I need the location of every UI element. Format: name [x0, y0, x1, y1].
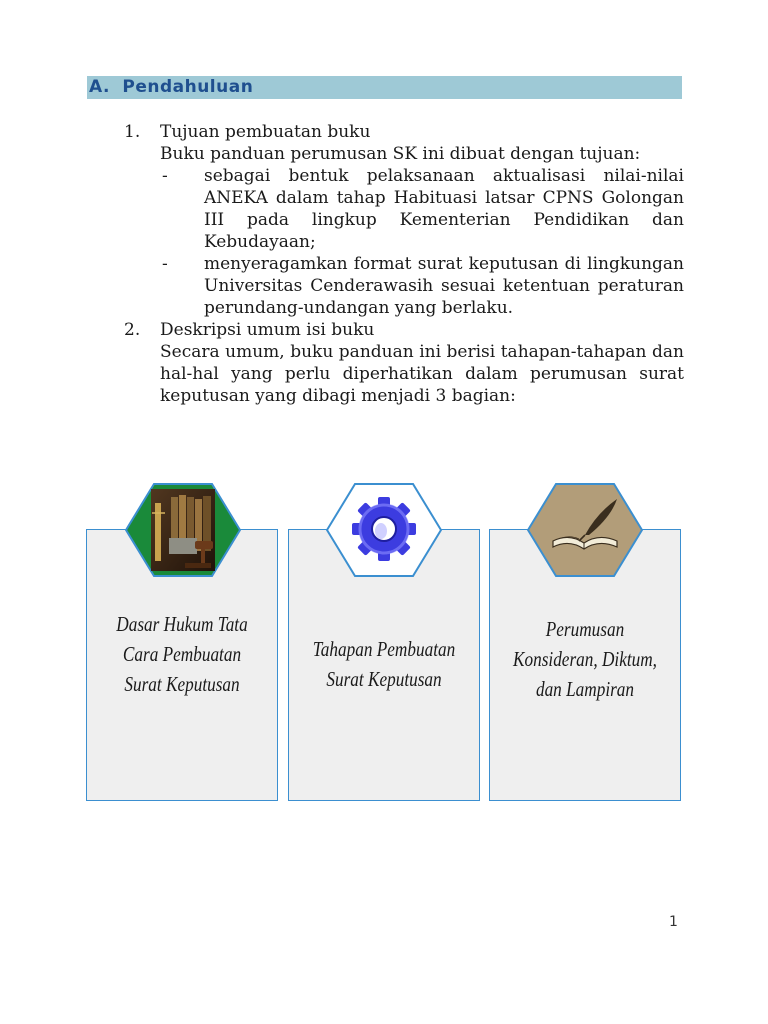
section-header [89, 77, 253, 97]
card-label [109, 609, 255, 699]
card-label-line: Cara Pembuatan [122, 642, 242, 666]
body-content [124, 121, 684, 407]
bullet-item [160, 253, 684, 319]
list-item-1 [124, 121, 684, 319]
card-label-line: dan Lampiran [535, 677, 635, 701]
item-heading: Deskripsi umum isi buku [160, 320, 375, 340]
card-label-line: Tahapan Pembuatan [312, 637, 456, 661]
gear-icon [326, 483, 442, 577]
section-title: Pendahuluan [122, 77, 254, 97]
card-label-line: Dasar Hukum Tata [116, 612, 248, 636]
list-item-2 [124, 319, 684, 407]
card-label-line: Surat Keputusan [326, 667, 442, 691]
bullet-dash: - [162, 166, 168, 186]
card-label-line: Surat Keputusan [124, 672, 240, 696]
bullet-dash: - [162, 254, 168, 274]
item-number: 2. [124, 320, 141, 340]
section-letter: A. [89, 77, 110, 97]
section-header-bar [87, 76, 682, 99]
card-label-line: Perumusan [545, 617, 625, 641]
quill-book-icon [527, 483, 643, 577]
item-number: 1. [124, 122, 141, 142]
bullet-text: menyeragamkan format surat keputusan di lingkungan Universitas Cenderawasih sesuai ketentuan peraturan perundang-undangan yang berlaku. [204, 254, 684, 318]
law-books-icon [125, 483, 241, 577]
page-number: 1 [669, 914, 678, 930]
card-label-line: Konsideran, Diktum, [513, 647, 657, 671]
card-label [311, 634, 457, 694]
bullet-item [160, 165, 684, 253]
item-heading: Tujuan pembuatan buku [160, 122, 371, 142]
card-label [512, 614, 658, 704]
item-intro: Buku panduan perumusan SK ini dibuat dengan tujuan: [160, 144, 641, 164]
item-intro: Secara umum, buku panduan ini berisi tahapan-tahapan dan hal-hal yang perlu diperhatikan dalam perumusan surat keputusan yang dibagi menjadi 3 bagian: [160, 342, 684, 406]
bullet-text: sebagai bentuk pelaksanaan aktualisasi nilai-nilai ANEKA dalam tahap Habituasi latsar CPNS Golongan III pada lingkup Kementerian Pendidikan dan Kebudayaan; [204, 166, 684, 252]
